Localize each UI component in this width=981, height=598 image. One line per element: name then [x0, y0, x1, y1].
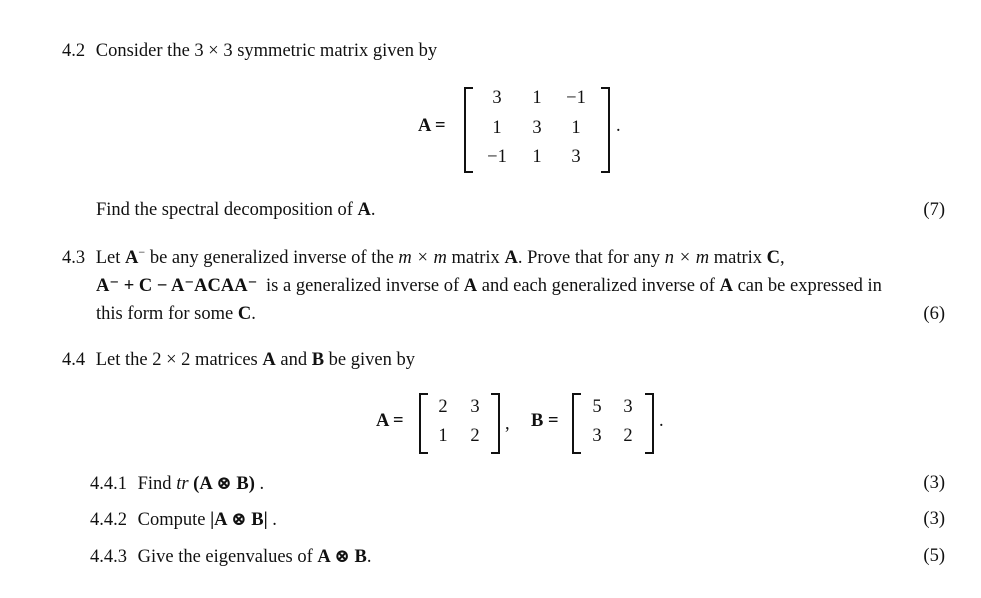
- question-text: Consider the 3 × 3 symmetric matrix given by: [95, 41, 438, 61]
- left-bracket: [464, 87, 473, 173]
- matrix-cell: −1: [566, 88, 586, 108]
- matrix-cell: 1: [532, 147, 542, 167]
- question-4-3-line2: A⁻ + C − A⁻ACAA⁻ is a generalized inverse of A and each generalized inverse of A can be expressed in: [96, 276, 882, 296]
- matrix-cell: 1: [438, 426, 448, 446]
- question-number: 4.4: [62, 350, 86, 370]
- question-4-4-2: 4.4.2 Compute |A ⊗ B| .: [90, 510, 277, 530]
- question-4-2-task: Find the spectral decomposition of A.: [96, 200, 376, 220]
- matrix-period: .: [616, 116, 621, 136]
- subquestion-number: 4.4.2: [90, 510, 127, 530]
- matrix-cell: 2: [438, 397, 448, 417]
- marks-4-3: (6): [923, 304, 945, 324]
- comma: ,: [505, 414, 510, 434]
- matrix-cell: −1: [487, 147, 507, 167]
- matrix-b-label: B =: [531, 411, 559, 431]
- matrix-cell: 1: [571, 118, 581, 138]
- question-4-3-line1: 4.3 Let A− be any generalized inverse of the m × m matrix A. Prove that for any n × m matrix C,: [62, 245, 785, 269]
- matrix-cell: 2: [470, 426, 480, 446]
- question-4-4-heading: 4.4 Let the 2 × 2 matrices A and B be given by: [62, 350, 415, 370]
- matrix-a-label: A =: [376, 411, 404, 431]
- matrix-cell: 3: [532, 118, 542, 138]
- marks-4-2: (7): [923, 200, 945, 220]
- matrix-cell: 3: [492, 88, 502, 108]
- question-4-4-1: 4.4.1 Find tr (A ⊗ B) .: [90, 474, 265, 494]
- matrix-period: .: [659, 411, 664, 431]
- marks-4-4-2: (3): [923, 509, 945, 529]
- marks-4-4-3: (5): [923, 546, 945, 566]
- math-expression: A⁻ + C − A⁻ACAA⁻: [96, 276, 258, 296]
- matrix-cell: 2: [623, 426, 633, 446]
- question-4-3-line3: this form for some C.: [96, 304, 256, 324]
- subquestion-number: 4.4.1: [90, 474, 127, 494]
- matrix-cell: 3: [470, 397, 480, 417]
- marks-4-4-1: (3): [923, 473, 945, 493]
- question-4-2-heading: [62, 41, 437, 62]
- right-bracket: [601, 87, 610, 173]
- question-4-4-3: 4.4.3 Give the eigenvalues of A ⊗ B.: [90, 547, 372, 567]
- matrix-cell: 1: [532, 88, 542, 108]
- matrix-cell: 3: [623, 397, 633, 417]
- matrix-label: A =: [418, 116, 446, 136]
- matrix-cell: 3: [592, 426, 602, 446]
- matrix-cell: 1: [492, 118, 502, 138]
- matrix-cell: 3: [571, 147, 581, 167]
- question-number: 4.2: [62, 41, 86, 61]
- question-number: 4.3: [62, 248, 86, 269]
- subquestion-number: 4.4.3: [90, 547, 127, 567]
- matrix-cell: 5: [592, 397, 602, 417]
